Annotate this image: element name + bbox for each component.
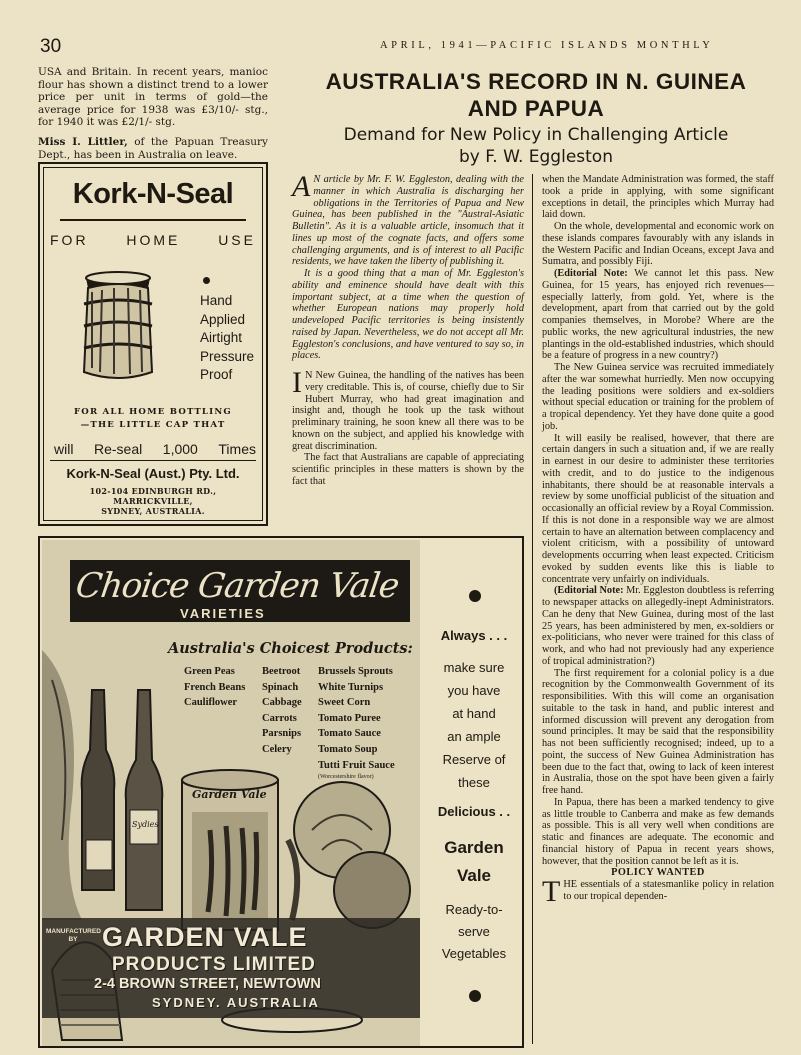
garden-vale-advertisement [38, 536, 524, 1048]
side-line: make sure [443, 660, 505, 675]
right-paragraph-5: The first requirement for a colonial policy is a due recognition by the Commonwealth Government of its responsibilities. With this will come an organisation suitable to the task in hand, and public interest and informed discussion will prevent any derogation from sound principles. It may be said that the responsibility has not been sufficiently recognised; indeed, up to a point, the success of New Guinea Administration has been due to the fact that, owing to lack of keen interest in Australia, those on the spot have been given a fairly free hand. [542, 667, 774, 796]
editorial-note-label: (Editorial Note: [554, 585, 624, 597]
person-name: Miss I. Littler, [38, 135, 128, 148]
garden-vale-artwork [42, 540, 420, 1046]
kork-brand-title: Kork-N-Seal [72, 178, 234, 210]
side-serve: serve [458, 924, 490, 939]
feature: Applied [200, 311, 246, 327]
drop-cap: T [542, 875, 561, 908]
article-column-middle [292, 170, 524, 488]
bullet-dot [469, 990, 481, 1002]
reseal-word: will [54, 441, 74, 457]
reseal-number: 1,000 [162, 441, 198, 457]
company-city: SYDNEY. AUSTRALIA [152, 995, 320, 1010]
side-ready: Ready-to- [445, 902, 503, 917]
kork-address-3: SYDNEY, AUSTRALIA. [101, 506, 205, 516]
side-line: you have [447, 683, 501, 698]
can-label: Garden Vale [192, 788, 267, 801]
right-paragraph-6: In Papua, there has been a marked tendency to give as little trouble to Canberra and make as few demands as possible. This is all very well when conditions are static and finances are adequate. The economic and financial history of Papua in recent years shows, however, that the position cannot be left as it is. [542, 796, 774, 867]
product-item: Tomato Puree [318, 712, 381, 724]
use-word: USE [218, 232, 256, 248]
product-item: Green Peas [184, 666, 235, 677]
manufactured-by: MANUFACTURED BY [46, 928, 101, 943]
body-text-1: N New Guinea, the handling of the natives has been very creditable. This is, of course, chiefly due to Sir Hubert Murray, who had great imagination and insight and, though he took up the task without preliminary training, he soon knew all there was to be known on the subject, and applied his knowledge with great discrimination. [292, 370, 524, 452]
running-head: APRIL, 1941—PACIFIC ISLANDS MONTHLY [380, 40, 714, 51]
divider [50, 460, 256, 461]
company-name-2: PRODUCTS LIMITED [112, 954, 316, 975]
editorial-note-1 [542, 268, 774, 362]
garden-vale-title: Choice Garden Vale [73, 566, 402, 606]
right-paragraph-3: The New Guinea service was recruited immediately after the war somewhat hurriedly. Men now occupying the leading positions were soldiers and ex-soldiers without special education or training for the problem of a tropical dependency. Yet they have done quite a good job. [542, 362, 774, 432]
editorial-note-label: (Editorial Note: [554, 268, 628, 279]
right-text-7: HE essentials of a statesmanlike policy in relation to our tropical dependen- [563, 879, 774, 902]
product-item: Cauliflower [184, 697, 238, 709]
feature: Hand [200, 293, 233, 308]
editorial-note-text: We cannot let this pass. New Guinea, for 15 years, has enjoyed rich revenues—especially latterly, from gold. Yet, where is the development, apart from that carried out by the gold companies themselves, in Morobe? Where are the public works, the new agricultural industries, the new plantings in the old-established industries, which should be a feature of progress in a new country?) [542, 268, 774, 362]
kork-address-1: 102-104 EDINBURGH RD., [89, 486, 217, 496]
subhead-line-1: Demand for New Policy in Challenging Article [343, 125, 729, 145]
side-always: Always . . . [440, 628, 508, 643]
product-item: Beetroot [262, 666, 301, 677]
side-vegetables: Vegetables [441, 946, 507, 961]
product-list-col1 [184, 664, 245, 711]
for-word: FOR [50, 232, 89, 248]
headline-line-2: AND PAPUA [467, 96, 605, 121]
product-list-col2 [262, 664, 302, 758]
product-item: White Turnips [318, 681, 384, 693]
side-vale: Vale [456, 866, 492, 885]
page-number: 30 [40, 36, 62, 57]
article-subheading [284, 124, 788, 168]
bullet-dot [469, 590, 481, 602]
product-item: Tomato Soup [318, 743, 378, 755]
home-word: HOME [126, 232, 181, 248]
divider [60, 219, 246, 221]
product-item: Celery [262, 743, 292, 755]
reseal-word: Re-seal [94, 441, 143, 457]
kork-features [200, 292, 254, 385]
product-item: Brussels Sprouts [318, 666, 393, 677]
feature: Airtight [200, 330, 243, 346]
varieties-label: VARIETIES [180, 606, 266, 621]
editorial-note-text: Mr. Eggleston doubtless is referring to newspaper attacks on allegedly-inept Administrators. Can he deny that New Guinea, during most of the last 25 years, has been administered by men, ex-soldiers or ex-politicians, who never were trained for this class of work, and who had not previously had any experience of tropical administration?) [542, 585, 774, 667]
product-item: Spinach [262, 681, 299, 693]
preserving-jar-icon [78, 268, 158, 386]
body-paragraph-1 [292, 366, 524, 452]
intro-paragraph-1 [292, 170, 524, 268]
reseal-word: Times [218, 441, 256, 457]
product-item: Tomato Sauce [318, 728, 381, 740]
kork-tagline-2: —THE LITTLE CAP THAT [80, 420, 226, 430]
intro-paragraph-2: It is a good thing that a man of Mr. Eggleston's ability and eminence should have dealt with this important subject, at a time when the question of whether European nations may properly hold undeveloped Pacific territories is being insistently raised by Japan. Nevertheless, we do not accept all Mr. Eggleston's conclusions, and have ventured to say so, in places. [292, 268, 524, 362]
kork-address-2: MARRICKVILLE, [113, 496, 193, 506]
feature: Pressure [200, 348, 255, 364]
drop-cap: A [292, 170, 311, 203]
headline-line-1: AUSTRALIA'S RECORD IN N. GUINEA [325, 69, 747, 94]
product-item: Cabbage [262, 697, 302, 709]
article-column-right [542, 174, 774, 908]
product-note: (Worcestershire flavor) [318, 774, 374, 781]
subhead-line-2: by F. W. Eggleston [459, 147, 613, 167]
bottle-label: Sydies [132, 820, 159, 829]
product-item: Parsnips [262, 728, 302, 740]
right-paragraph-1: when the Mandate Administration was formed, the staff took a pride in applying, with some significant exceptions in detail, the principles which Murray had laid down. [542, 174, 774, 221]
choicest-products-heading: Australia's Choicest Products: [168, 640, 413, 657]
kork-n-seal-advertisement [38, 162, 268, 526]
bullet-dot [203, 277, 210, 284]
side-line: these [458, 775, 490, 790]
side-line: Reserve of [442, 752, 506, 767]
intro-text-1: N article by Mr. F. W. Eggleston, dealing with the manner in which Australia is discharging her obligations in the Territories of Papua and New Guinea, has been published in the "Austral-Asiatic Bulletin". As it is a valuable article, insomuch that it lines up most of the cognate facts, and offers some challenging arguments, and is of interest to all Pacific residents, we have taken the liberty of publishing it. [292, 174, 524, 268]
right-paragraph-4: It will easily be realised, however, that there are certain dangers in such a situation and, if we are really in earnest in our desire to administer these territories with credit, and to do justice to the indigenous inhabitants, there should be at reasonable intervals a review by some unofficial publicist of the situation and occasionally an official review by a Royal Commission. If this is not done in a responsible way we are almost certain to have an alternation between complacency and violent criticism, with a possibility of untoward developments occurring when least expected. Criticism evoked by sudden events like this is liable to concentrate very unfairly on individuals. [542, 432, 774, 585]
product-item: Sweet Corn [318, 697, 371, 709]
left-paragraph-1: USA and Britain. In recent years, manioc flour has shown a distinct trend to a lower price per unit in terms of gold—the average price for 1938 was £3/10/- stg., for 1940 it was £2/1/- stg. [38, 66, 268, 129]
body-paragraph-2: The fact that Australians are capable of appreciating scientific principles in these matters is shown by the fact that [292, 452, 524, 487]
column-divider [532, 174, 533, 1044]
right-paragraph-7 [542, 875, 774, 908]
for-home-use [50, 232, 256, 248]
left-column-text [38, 66, 268, 168]
side-delicious: Delicious . . [437, 804, 511, 819]
editorial-note-2 [542, 585, 774, 667]
feature: Proof [200, 367, 233, 383]
product-item: Tutti Fruit Sauce [318, 759, 395, 771]
product-list-col3 [318, 664, 395, 781]
product-item: Carrots [262, 712, 297, 724]
kork-tagline-1: FOR ALL HOME BOTTLING [74, 407, 232, 417]
kork-company: Kork-N-Seal (Aust.) Pty. Ltd. [66, 466, 240, 481]
product-item: French Beans [184, 681, 246, 693]
right-paragraph-2: On the whole, developmental and economic work on these islands compares favourably with any islands in the Western Pacific and Indian Oceans, except Java and Sumatra, and possibly Fiji. [542, 221, 774, 268]
article-headline [284, 68, 788, 122]
drop-cap: I [292, 366, 302, 399]
kork-reseal [54, 441, 256, 457]
left-paragraph-2-text: of the Papuan Treasury Dept., has been in Australia on leave. [38, 135, 268, 161]
side-line: at hand [452, 706, 496, 721]
left-paragraph-2 [38, 136, 268, 161]
side-line: an ample [447, 729, 501, 744]
side-garden: Garden [444, 838, 504, 857]
company-address: 2-4 BROWN STREET, NEWTOWN [94, 976, 321, 992]
section-heading: POLICY WANTED [611, 867, 705, 879]
company-name: GARDEN VALE [102, 922, 308, 952]
garden-vale-side-text [424, 538, 524, 1046]
